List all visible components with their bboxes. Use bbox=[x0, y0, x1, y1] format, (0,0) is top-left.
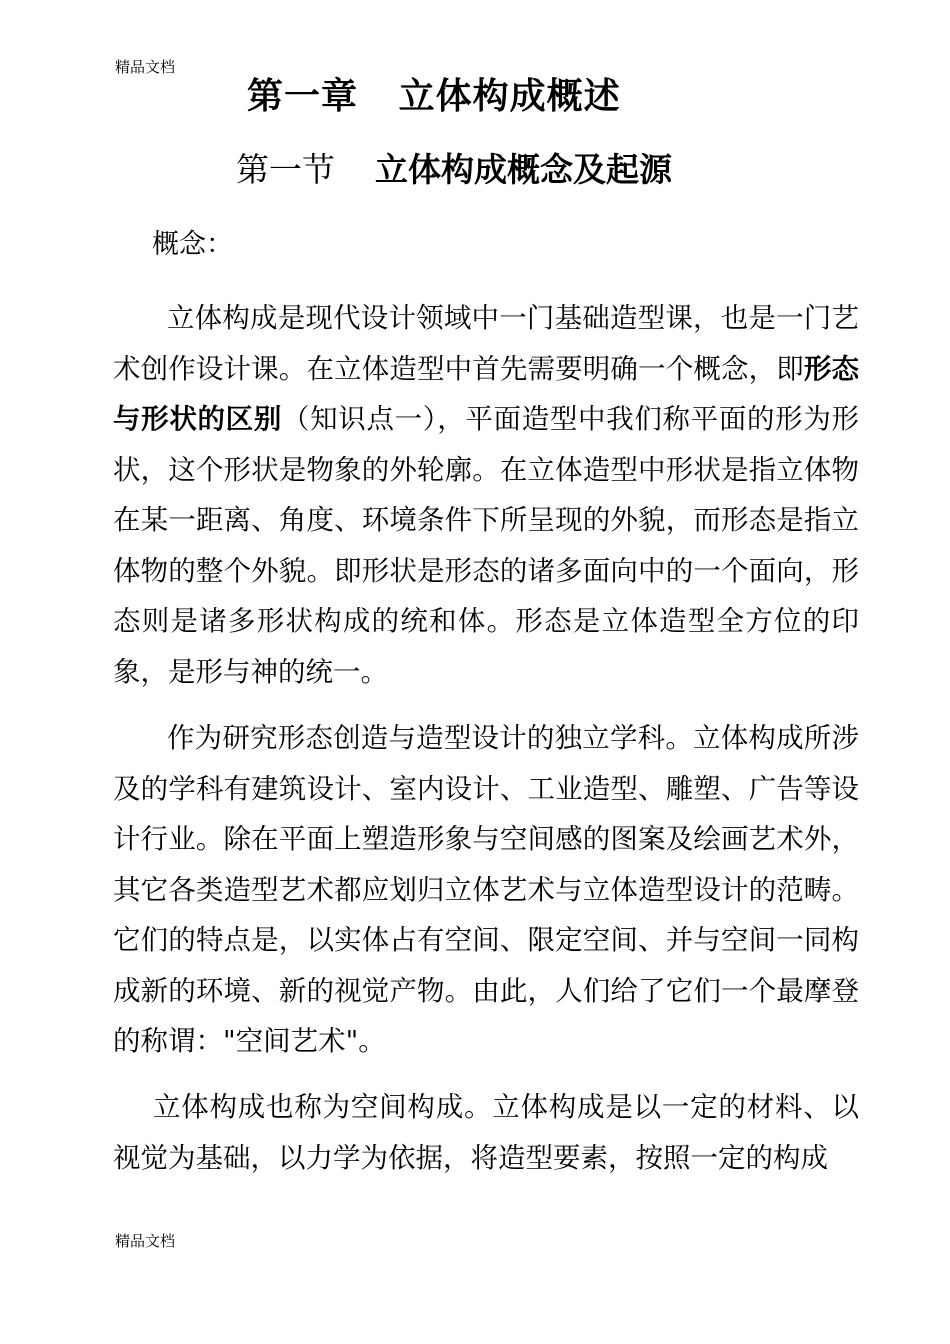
paragraph-1-lead: 立体构成是现代设计领域中一门基础造型课，也是一门艺术创作设计课。在立体造型中首先需要明确一个概念，即 bbox=[113, 302, 859, 385]
paragraph-1 bbox=[113, 293, 859, 697]
section-number: 第一节 bbox=[236, 150, 335, 189]
paragraph-3: 立体构成也称为空间构成。立体构成是以一定的材料、以视觉为基础，以力学为依据，将造型要素，按照一定的构成 bbox=[113, 1091, 859, 1174]
section-title bbox=[236, 144, 672, 191]
paragraph-1-bold-term: 形态与形状的区别 bbox=[113, 352, 860, 435]
concept-label: 概念： bbox=[152, 229, 233, 260]
page-footer-label: 精品文档 bbox=[115, 1232, 176, 1250]
section-name: 立体构成概念及起源 bbox=[375, 150, 672, 189]
paragraph-2: 作为研究形态创造与造型设计的独立学科。立体构成所涉及的学科有建筑设计、室内设计、工业造型、雕塑、广告等设计行业。除在平面上塑造形象与空间感的图案及绘画艺术外，其它各类造型艺术都应划归立体艺术与立体造型设计的范畴。它们的特点是，以实体占有空间、限定空间、并与空间一同构成新的环境、新的视觉产物。由此，人们给了它们一个最摩登的称谓："空间艺术"。 bbox=[113, 722, 859, 1057]
chapter-title: 第一章 立体构成概述 bbox=[247, 76, 621, 117]
paragraph-1-rest: （知识点一），平面造型中我们称平面的形为形状，这个形状是物象的外轮廓。在立体造型中形状是指立体物在某一距离、角度、环境条件下所呈现的外貌，而形态是指立体物的整个外貌。即形状是形态的诸多面向中的一个面向，形态则是诸多形状构成的统和体。形态是立体造型全方位的印象，是形与神的统一。 bbox=[113, 403, 860, 688]
page-header-label: 精品文档 bbox=[115, 58, 176, 76]
